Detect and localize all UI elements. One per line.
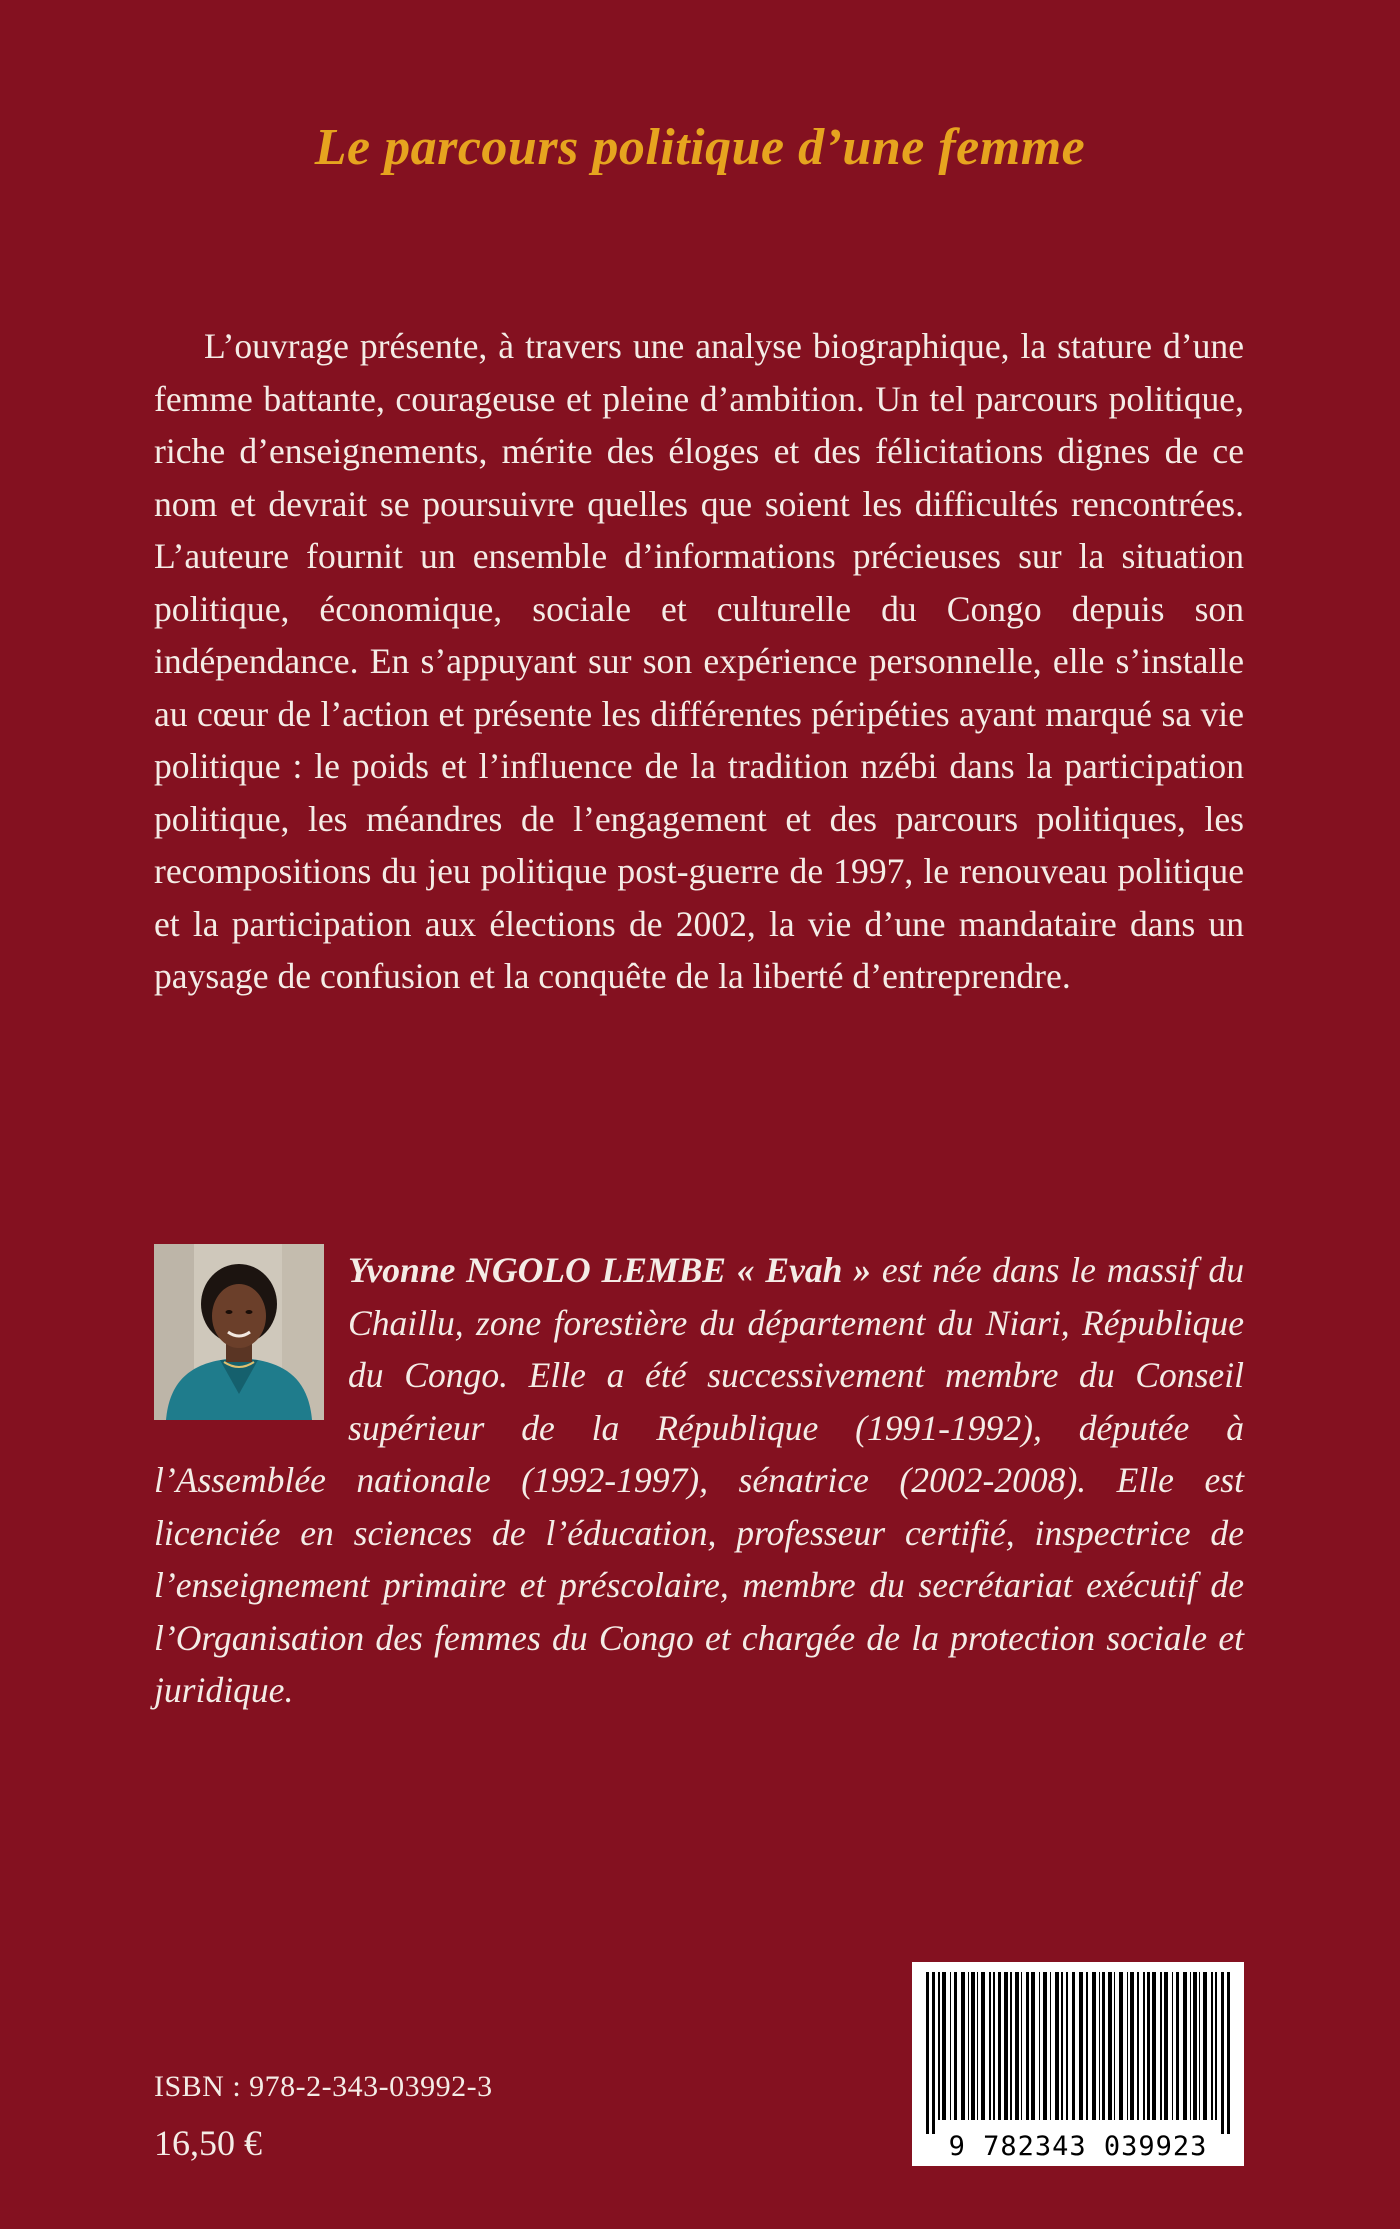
barcode-bar bbox=[1050, 1972, 1051, 2120]
barcode-bar bbox=[1152, 1972, 1156, 2120]
book-summary: L’ouvrage présente, à travers une analyse biographique, la stature d’une femme battante, courageuse et pleine d’ambition. Un tel parcours politique, riche d’enseignements, mérite des éloges et des félicitations dignes de ce nom et devrait se poursuivre quelles que soient les difficultés rencontrées. L’auteure fournit un ensemble d’informations précieuses sur la situation politique, économique, sociale et culturelle du Congo depuis son indépendance. En s’appuyant sur son expérience personnelle, elle s’installe au cœur de l’action et présente les différentes péripéties ayant marqué sa vie politique : le poids et l’influence de la tradition nzébi dans la participation politique, les méandres de l’engagement et des parcours politiques, les recompositions du jeu politique post-guerre de 1997, le renouveau politique et la participation aux élections de 2002, la vie d’une mandataire dans un paysage de confusion et la conquête de la liberté d’entreprendre. bbox=[154, 326, 1244, 996]
barcode-bar bbox=[1147, 1972, 1150, 2120]
barcode-bar bbox=[1176, 1972, 1179, 2120]
barcode-bar bbox=[1199, 1972, 1200, 2120]
barcode-bar bbox=[977, 1972, 978, 2120]
barcode-bar bbox=[1031, 1972, 1035, 2120]
barcode-bar bbox=[942, 1972, 946, 2120]
barcode-bar bbox=[1079, 1972, 1083, 2120]
barcode-bar bbox=[1211, 1972, 1213, 2120]
barcode-bar bbox=[968, 1972, 969, 2120]
barcode-bar bbox=[1160, 1972, 1162, 2120]
barcode-bar bbox=[1066, 1972, 1068, 2120]
barcode-bar bbox=[1004, 1972, 1008, 2120]
author-photo bbox=[154, 1244, 324, 1420]
barcode-bar bbox=[1203, 1972, 1207, 2120]
barcode-bar bbox=[1099, 1972, 1100, 2120]
barcode-bar bbox=[1190, 1972, 1191, 2120]
barcode-bar bbox=[998, 1972, 1001, 2120]
barcode-bar bbox=[1086, 1972, 1088, 2120]
barcode-bar bbox=[1010, 1972, 1012, 2120]
barcode-bar bbox=[1021, 1972, 1022, 2120]
barcode-bar bbox=[1061, 1972, 1063, 2120]
barcode-bar bbox=[993, 1972, 995, 2120]
barcode-bar bbox=[938, 1972, 940, 2120]
barcode-bar bbox=[1039, 1972, 1040, 2120]
barcode-bar bbox=[1143, 1972, 1145, 2120]
barcode-bar bbox=[1183, 1972, 1187, 2120]
barcode-bar bbox=[950, 1972, 951, 2120]
barcode-bar bbox=[1072, 1972, 1075, 2120]
barcode-bar bbox=[1137, 1972, 1139, 2120]
barcode-bar bbox=[1172, 1972, 1173, 2120]
barcode-bar bbox=[1015, 1972, 1019, 2120]
barcode bbox=[912, 1962, 1244, 2166]
barcode-bar bbox=[1215, 1972, 1217, 2120]
barcode-bar bbox=[981, 1972, 985, 2120]
barcode-digits: 9 782343 039923 bbox=[948, 2131, 1208, 2162]
barcode-guard-bar bbox=[1221, 1972, 1224, 2134]
barcode-bar bbox=[1193, 1972, 1197, 2120]
barcode-bar bbox=[954, 1972, 957, 2120]
barcode-guard-bar bbox=[1227, 1972, 1230, 2134]
barcode-bar bbox=[989, 1972, 991, 2120]
barcode-bar bbox=[1043, 1972, 1047, 2120]
author-bio-text: est née dans le massif du Chaillu, zone forestière du département du Niari, République du Congo. Elle a été successivement membre du Conseil supérieur de la République (1991-1992), députée à l’Assemblée nationale (1992-1997), sénatrice (2002-2008). Elle est licenciée en sciences de l’éducation, professeur certifié, inspectrice de l’enseignement primaire et préscolaire, membre du secrétariat exécutif de l’Organisation des femmes du Congo et chargée de la protection sociale et juridique. bbox=[154, 1250, 1245, 1710]
author-section bbox=[154, 1244, 1244, 1717]
author-name: Yvonne NGOLO LEMBE « Evah » bbox=[348, 1250, 872, 1290]
barcode-bar bbox=[1108, 1972, 1112, 2120]
barcode-bar bbox=[971, 1972, 975, 2120]
book-title: Le parcours politique d’une femme bbox=[314, 119, 1086, 176]
barcode-bar bbox=[1164, 1972, 1168, 2120]
isbn: ISBN : 978-2-343-03992-3 bbox=[154, 2070, 493, 2103]
barcode-bar bbox=[1114, 1972, 1115, 2120]
barcode-bar bbox=[1026, 1972, 1029, 2120]
barcode-bar bbox=[1055, 1972, 1059, 2120]
barcode-bar bbox=[1119, 1972, 1123, 2120]
barcode-bar bbox=[961, 1972, 965, 2120]
barcode-guard-bar bbox=[926, 1972, 929, 2134]
barcode-bar bbox=[1102, 1972, 1105, 2120]
barcode-bar bbox=[1127, 1972, 1128, 2120]
portrait-photo-icon bbox=[154, 1244, 324, 1420]
barcode-guard-bar bbox=[932, 1972, 935, 2134]
price: 16,50 € bbox=[154, 2123, 262, 2163]
barcode-bar bbox=[1092, 1972, 1096, 2120]
barcode-bar bbox=[1130, 1972, 1134, 2120]
